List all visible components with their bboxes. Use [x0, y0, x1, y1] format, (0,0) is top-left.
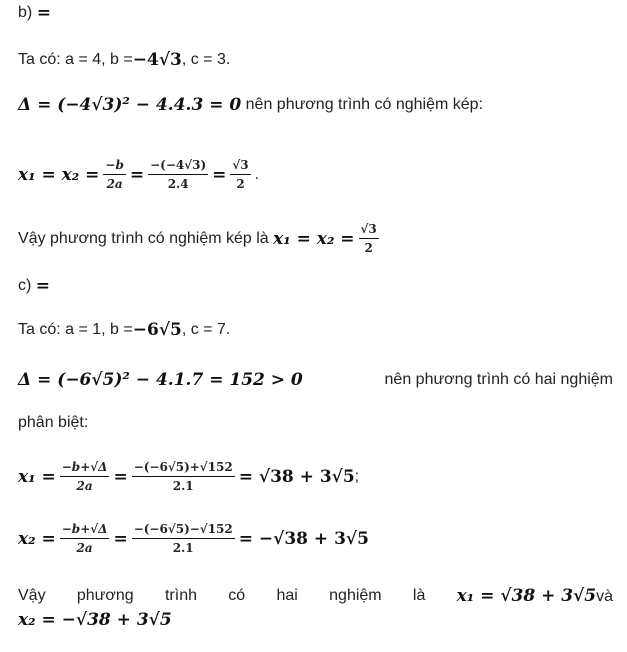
- coef-rest: , c = 3.: [181, 51, 231, 68]
- fraction: [230, 158, 250, 191]
- delta-equation: Δ = (−4√3)² − 4.4.3 = 0: [18, 95, 242, 115]
- coef-text: Ta có: a = 4, b =: [18, 51, 133, 68]
- denominator: 2: [364, 241, 373, 255]
- denominator: 2a: [106, 177, 123, 191]
- numerator: √3: [230, 158, 250, 175]
- numerator: −(−6√5)+√152: [132, 460, 235, 477]
- equals: =: [113, 466, 128, 487]
- denominator: 2.1: [172, 541, 194, 555]
- denominator: 2.1: [172, 479, 194, 493]
- word: trình: [164, 587, 197, 604]
- numerator: √3: [359, 222, 379, 239]
- root-lhs: x₁ =: [18, 466, 56, 487]
- numerator: −(−4√3): [148, 158, 208, 175]
- delta-text: nên phương trình có hai nghiệm: [384, 371, 613, 388]
- semicolon: ;: [354, 467, 360, 485]
- word-and: và: [596, 588, 613, 605]
- word: có: [228, 587, 246, 604]
- equals: =: [113, 528, 128, 549]
- denominator: 2a: [76, 541, 93, 555]
- roots-lhs: x₁ = x₂ =: [18, 164, 100, 185]
- conclusion-x2: x₂ = −√38 + 3√5: [18, 610, 172, 630]
- part-b-conclusion: [18, 222, 383, 255]
- part-c-conclusion-cont: [18, 610, 172, 630]
- coef-b: −6√5: [132, 320, 182, 340]
- conclusion-x1: x₁ = √38 + 3√5: [456, 586, 597, 606]
- delta-text: nên phương trình có nghiệm kép:: [245, 96, 484, 113]
- fraction: [103, 158, 125, 191]
- equals: =: [212, 164, 227, 185]
- root-result: = √38 + 3√5: [238, 466, 355, 487]
- equation: =: [36, 3, 51, 23]
- part-label: c): [18, 277, 32, 294]
- fraction: [148, 158, 208, 191]
- delta-text-cont: phân biệt:: [18, 414, 89, 431]
- fraction: [60, 522, 110, 555]
- coef-rest: , c = 7.: [181, 321, 231, 338]
- part-c-coefficients: [18, 320, 230, 340]
- part-c-delta-cont: [18, 414, 88, 432]
- part-c-root-1: [18, 460, 359, 493]
- part-label: b): [18, 4, 33, 21]
- denominator: 2a: [76, 479, 93, 493]
- part-c-root-2: [18, 522, 369, 555]
- root-result: = −√38 + 3√5: [238, 528, 369, 549]
- fraction: [132, 522, 235, 555]
- word: nghiệm: [329, 587, 382, 604]
- numerator: −(−6√5)−√152: [132, 522, 235, 539]
- equation: =: [35, 276, 51, 296]
- word: là: [412, 587, 426, 604]
- denominator: 2.4: [167, 177, 189, 191]
- conclusion-math: x₁ = x₂ =: [273, 228, 355, 249]
- word: Vậy: [18, 587, 46, 604]
- fraction: [60, 460, 110, 493]
- part-b-coefficients: [18, 50, 230, 70]
- equals: =: [129, 164, 145, 185]
- denominator: 2: [236, 177, 245, 191]
- root-lhs: x₂ =: [18, 528, 56, 549]
- fraction: [132, 460, 235, 493]
- numerator: −b: [103, 158, 125, 175]
- part-c-heading: [18, 276, 50, 296]
- part-c-delta: [18, 370, 613, 390]
- coef-b: −4√3: [132, 50, 182, 70]
- word: phương: [76, 587, 134, 604]
- conclusion-text: Vậy phương trình có nghiệm kép là: [18, 229, 269, 247]
- numerator: −b+√Δ: [60, 460, 110, 477]
- period: .: [254, 165, 260, 183]
- coef-text: Ta có: a = 1, b =: [18, 321, 133, 338]
- fraction: [359, 222, 379, 255]
- delta-equation: Δ = (−6√5)² − 4.1.7 = 152 > 0: [18, 370, 303, 390]
- part-b-delta: [18, 95, 483, 115]
- part-b-roots: [18, 158, 259, 191]
- numerator: −b+√Δ: [60, 522, 110, 539]
- word: hai: [276, 587, 298, 604]
- part-c-conclusion: [18, 586, 613, 606]
- part-b-heading: [18, 3, 51, 23]
